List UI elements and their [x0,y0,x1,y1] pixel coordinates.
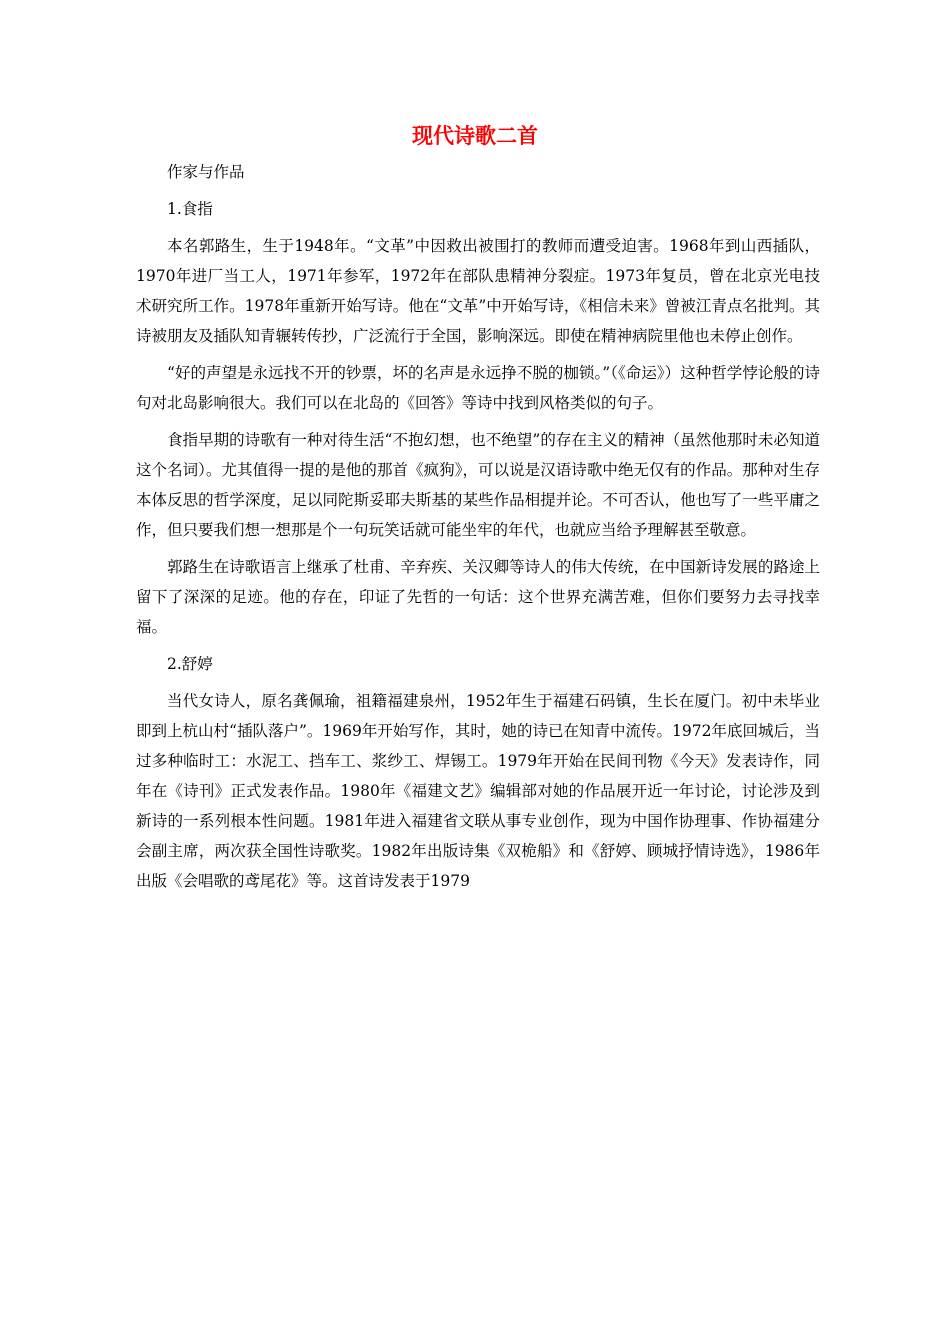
author1-paragraph: 郭路生在诗歌语言上继承了杜甫、辛弃疾、关汉卿等诗人的伟大传统，在中国新诗发展的路途上留下了深深的足迹。他的存在，印证了先哲的一句话：这个世界充满苦难，但你们要努力去寻找幸福。 [136,558,820,636]
document-body [136,157,820,903]
author1-paragraph: 本名郭路生，生于1948年。“文革”中因救出被围打的教师而遭受迫害。1968年到山西插队，1970年进厂当工人，1971年参军，1972年在部队患精神分裂症。1973年复员，曾在北京光电技术研究所工作。1978年重新开始写诗。他在“文革”中开始写诗，《相信未来》曾被江青点名批判。其诗被朋友及插队知青辗转传抄，广泛流行于全国，影响深远。即使在精神病院里他也未停止创作。 [136,237,820,345]
author2-paragraph: 当代女诗人，原名龚佩瑜，祖籍福建泉州，1952年生于福建石码镇，生长在厦门。初中未毕业即到上杭山村“插队落户”。1969年开始写作，其时，她的诗已在知青中流传。1972年底回城后，当过多种临时工：水泥工、挡车工、浆纱工、焊锡工。1979年开始在民间刊物《今天》发表诗作，同年在《诗刊》正式发表作品。1980年《福建文艺》编辑部对她的作品展开近一年讨论，讨论涉及到新诗的一系列根本性问题。1981年进入福建省文联从事专业创作，现为中国作协理事、作协福建分会副主席，两次获全国性诗歌奖。1982年出版诗集《双桅船》和《舒婷、顾城抒情诗选》，1986年出版《会唱歌的鸢尾花》等。这首诗发表于1979 [136,692,820,890]
author2-heading: 2.舒婷 [167,655,213,673]
document-title: 现代诗歌二首 [412,124,538,148]
author1-paragraph: “好的声望是永远找不开的钞票，坏的名声是永远挣不脱的枷锁。”（《命运》）这种哲学悖论般的诗句对北岛影响很大。我们可以在北岛的《回答》等诗中找到风格类似的句子。 [136,364,820,412]
author1-paragraph: 食指早期的诗歌有一种对待生活“不抱幻想，也不绝望”的存在主义的精神（虽然他那时未必知道这个名词）。尤其值得一提的是他的那首《疯狗》，可以说是汉语诗歌中绝无仅有的作品。那种对生存本体反思的哲学深度，足以同陀斯妥耶夫斯基的某些作品相提并论。不可否认，他也写了一些平庸之作，但只要我们想一想那是个一句玩笑话就可能坐牢的年代，也就应当给予理解甚至敬意。 [136,431,820,539]
author1-heading: 1.食指 [167,200,213,218]
section-heading: 作家与作品 [167,163,245,181]
